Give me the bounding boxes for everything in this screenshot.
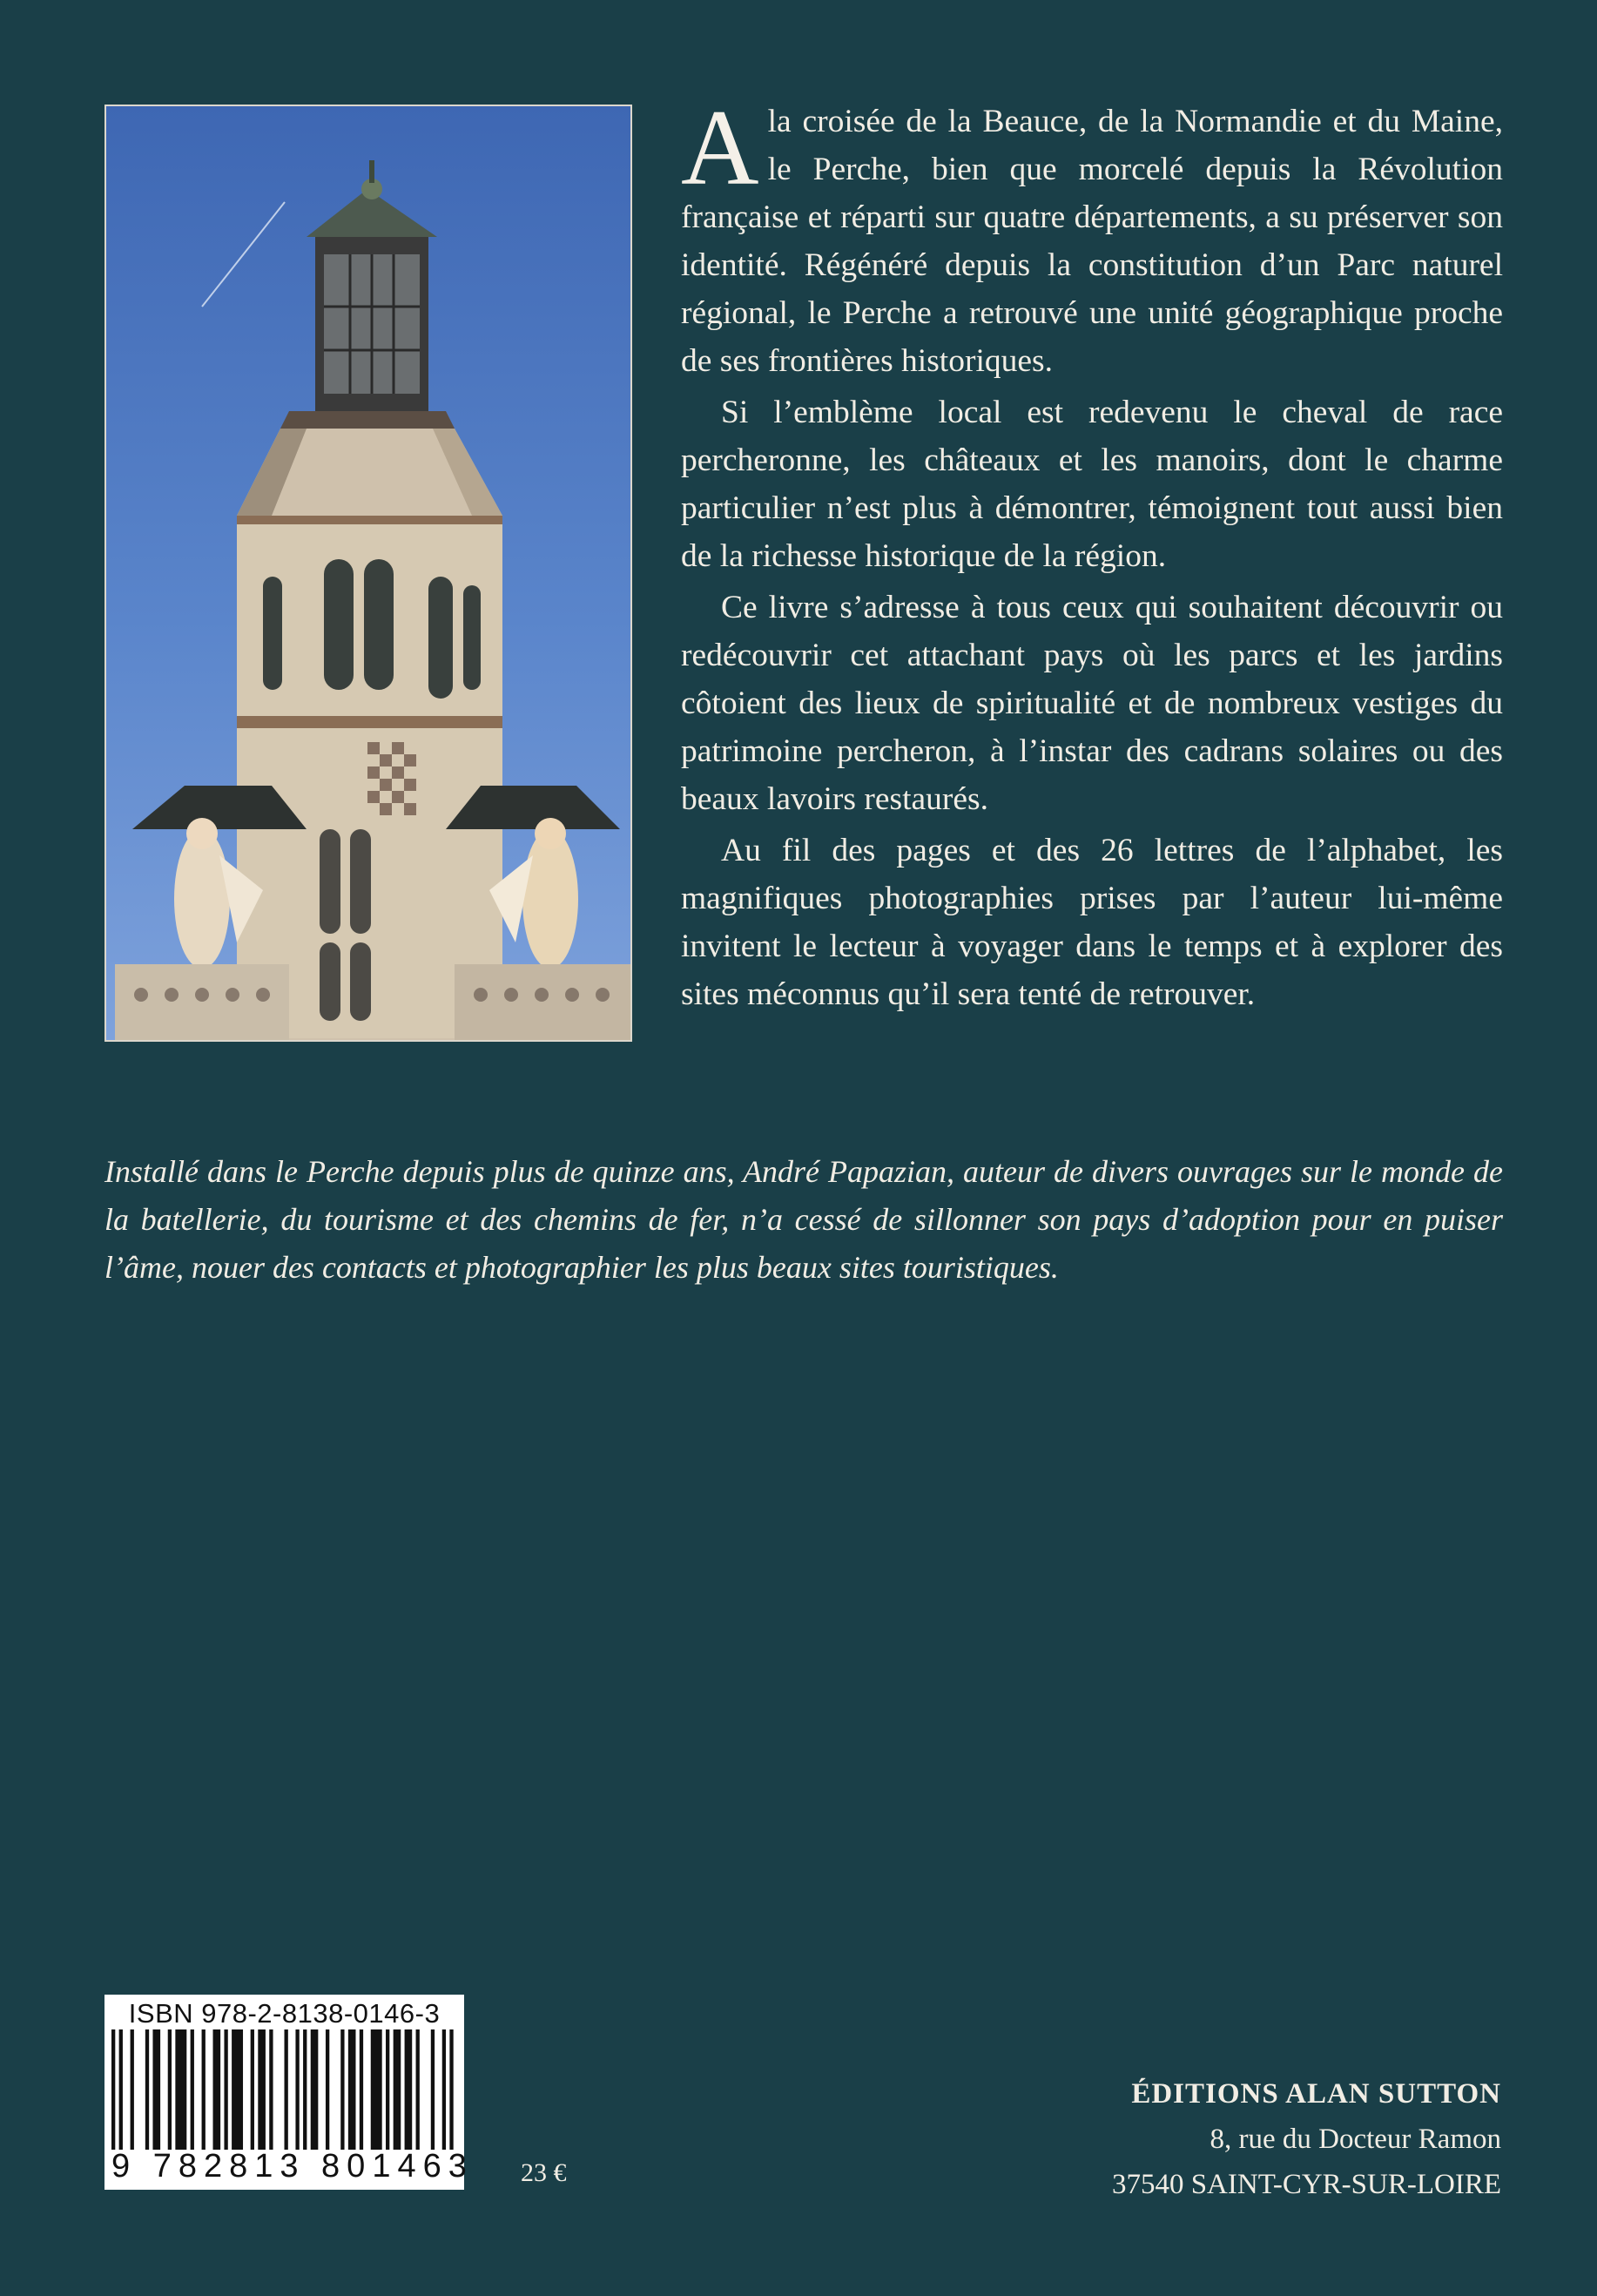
publisher-block <box>1112 2071 1501 2207</box>
back-cover-blurb <box>681 88 1503 1018</box>
price: 23 € <box>521 2158 567 2187</box>
publisher-name: ÉDITIONS ALAN SUTTON <box>1131 2078 1501 2110</box>
author-bio: Installé dans le Perche depuis plus de quinze ans, André Papazian, auteur de divers ouvrages sur le monde de la batellerie, du tourisme et des chemins de fer, n’a cessé de sillonner son pays d’adoption pour en puiser l’âme, nouer des contacts et photographier les plus beaux sites touristiques. <box>104 1154 1503 1285</box>
barcode-bars <box>111 2029 457 2150</box>
barcode-bar <box>442 2029 446 2150</box>
barcode-bar <box>386 2029 389 2150</box>
barcode-bar <box>416 2029 420 2150</box>
barcode-bar <box>269 2029 273 2150</box>
barcode-bar <box>303 2029 307 2150</box>
barcode-bar <box>145 2029 149 2150</box>
barcode-bar <box>285 2029 288 2150</box>
barcode-bar <box>348 2029 356 2150</box>
barcode-bar <box>119 2029 123 2150</box>
blurb-paragraph-4: Au fil des pages et des 26 lettres de l’alphabet, les magnifiques photographies prises par l’auteur lui-même invitent le lecteur à voyager dans le temps et à explorer des sites méconnus qu’il sera tenté de retrouver. <box>681 833 1503 1012</box>
barcode-bar <box>251 2029 254 2150</box>
barcode-bar <box>311 2029 319 2150</box>
barcode-bar <box>449 2029 453 2150</box>
drop-cap: A <box>681 88 759 207</box>
bell-tower-illustration <box>106 106 630 1040</box>
isbn-barcode <box>104 1995 474 2190</box>
barcode-bar <box>360 2029 363 2150</box>
barcode-bar <box>295 2029 299 2150</box>
blurb-paragraph-2: Si l’emblème local est redevenu le cheval de race percheronne, les châteaux et les manoirs, dont le charme particulier n’est plus à démontrer, témoignent tout aussi bien de la richesse historique de la région. <box>681 395 1503 574</box>
barcode-bar <box>131 2029 134 2150</box>
barcode-bar <box>168 2029 172 2150</box>
barcode-bar <box>175 2029 186 2150</box>
barcode-bar <box>224 2029 227 2150</box>
barcode-bar <box>340 2029 344 2150</box>
blurb-paragraph-1 <box>681 88 1503 385</box>
barcode-bar <box>191 2029 194 2150</box>
barcode-digits: 9 782813 801463 <box>111 2148 474 2185</box>
barcode-bar <box>371 2029 382 2150</box>
barcode-bar <box>232 2029 243 2150</box>
barcode-bar <box>258 2029 266 2150</box>
barcode-bar <box>405 2029 413 2150</box>
barcode-bar <box>111 2029 115 2150</box>
barcode-bar <box>202 2029 206 2150</box>
blurb-paragraph-3: Ce livre s’adresse à tous ceux qui souhaitent découvrir ou redécouvrir cet attachant pays où les parcs et les jardins côtoient des lieux de spiritualité et de nombreux vestiges du patrimoine percheron, à l’instar des cadrans solaires ou des beaux lavoirs restaurés. <box>681 590 1503 817</box>
publisher-city: 37540 SAINT-CYR-SUR-LOIRE <box>1111 2169 1501 2200</box>
publisher-street: 8, rue du Docteur Ramon <box>1210 2124 1501 2155</box>
cover-photo <box>104 105 632 1042</box>
barcode-bar <box>431 2029 435 2150</box>
barcode-bar <box>326 2029 329 2150</box>
barcode-bar <box>394 2029 401 2150</box>
barcode-bar <box>152 2029 160 2150</box>
barcode-bar <box>213 2029 221 2150</box>
isbn-label: ISBN 978-2-8138-0146-3 <box>128 1998 441 2029</box>
blurb-paragraph-1-text: la croisée de la Beauce, de la Normandie et du Maine, le Perche, bien que morcelé depuis la Révolution française et réparti sur quatre départements, a su préserver son identité. Régénéré depuis la constitution d’un Parc naturel régional, le Perche a retrouvé une unité géographique proche de ses frontières historiques. <box>681 104 1503 379</box>
